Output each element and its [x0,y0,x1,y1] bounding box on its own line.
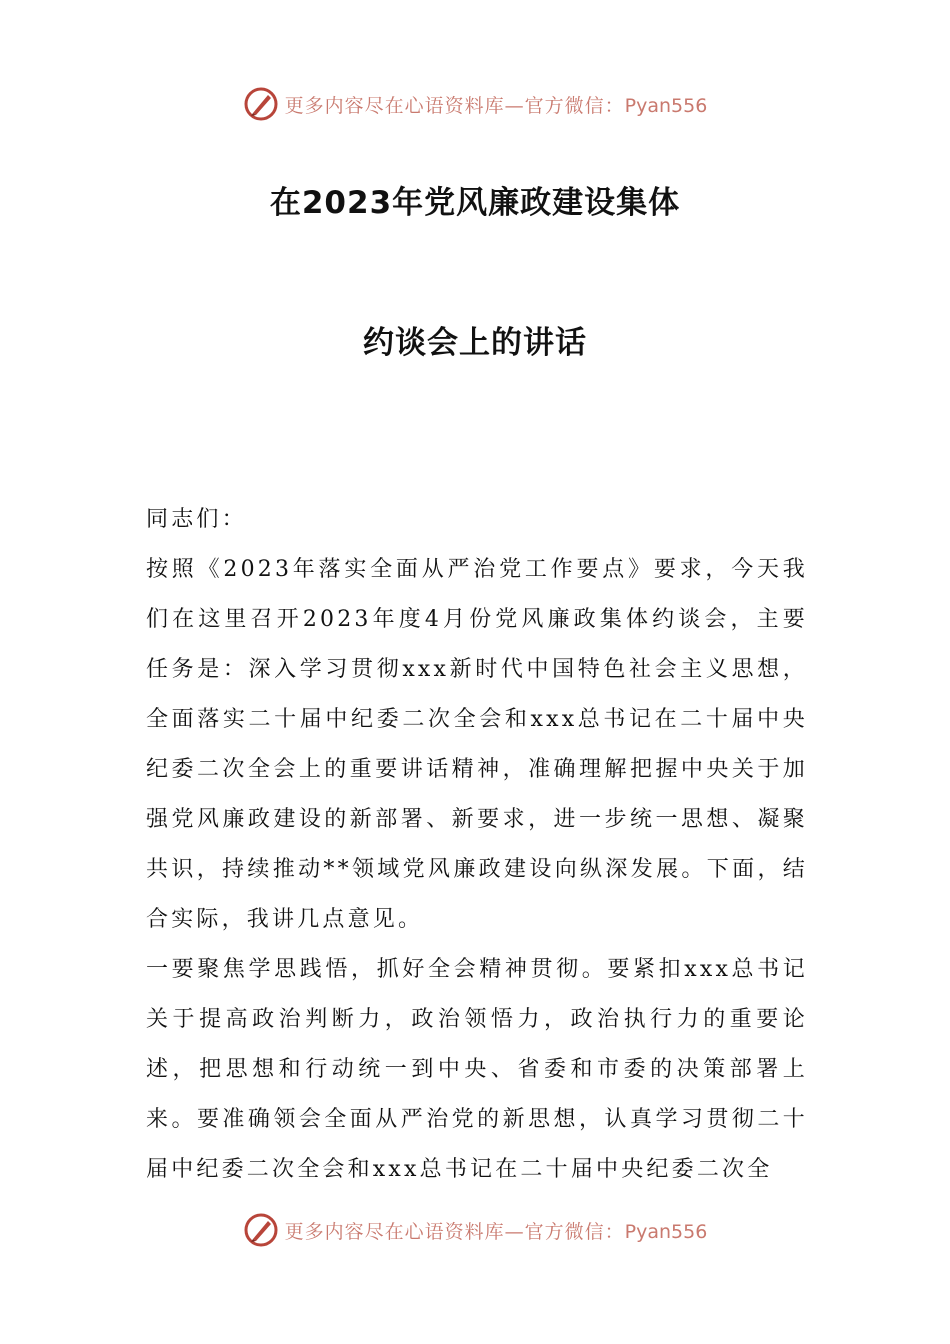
pen-circle-logo-icon [243,86,279,122]
watermark-text: 更多内容尽在心语资料库—官方微信：Pyan556 [284,1220,708,1243]
watermark-text: 更多内容尽在心语资料库—官方微信：Pyan556 [284,94,708,117]
document-title-line-2: 约谈会上的讲话 [363,325,587,361]
document-body [146,495,808,1195]
paragraph-intro: 按照《2023年落实全面从严治党工作要点》要求，今天我们在这里召开2023年度4月份党风廉政集体约谈会，主要任务是：深入学习贯彻xxx新时代中国特色社会主义思想，全面落实二十届中纪委二次全会和xxx总书记在二十届中央纪委二次全会上的重要讲话精神，准确理解把握中央关于加强党风廉政建设的新部署、新要求，进一步统一思想、凝聚共识，持续推动**领域党风廉政建设向纵深发展。下面，结合实际，我讲几点意见。 [146,557,808,932]
salutation: 同志们： [146,507,247,532]
footer-watermark [0,1210,950,1250]
document-title-line-1: 在2023年党风廉政建设集体 [269,185,681,221]
paragraph-point-one: 一要聚焦学思践悟，抓好全会精神贯彻。要紧扣xxx总书记关于提高政治判断力，政治领悟力，政治执行力的重要论述，把思想和行动统一到中央、省委和市委的决策部署上来。要准确领会全面从严治党的新思想，认真学习贯彻二十届中纪委二次全会和xxx总书记在二十届中央纪委二次全 [146,957,808,1182]
pen-circle-logo-icon [243,1212,279,1248]
header-watermark [0,84,950,124]
